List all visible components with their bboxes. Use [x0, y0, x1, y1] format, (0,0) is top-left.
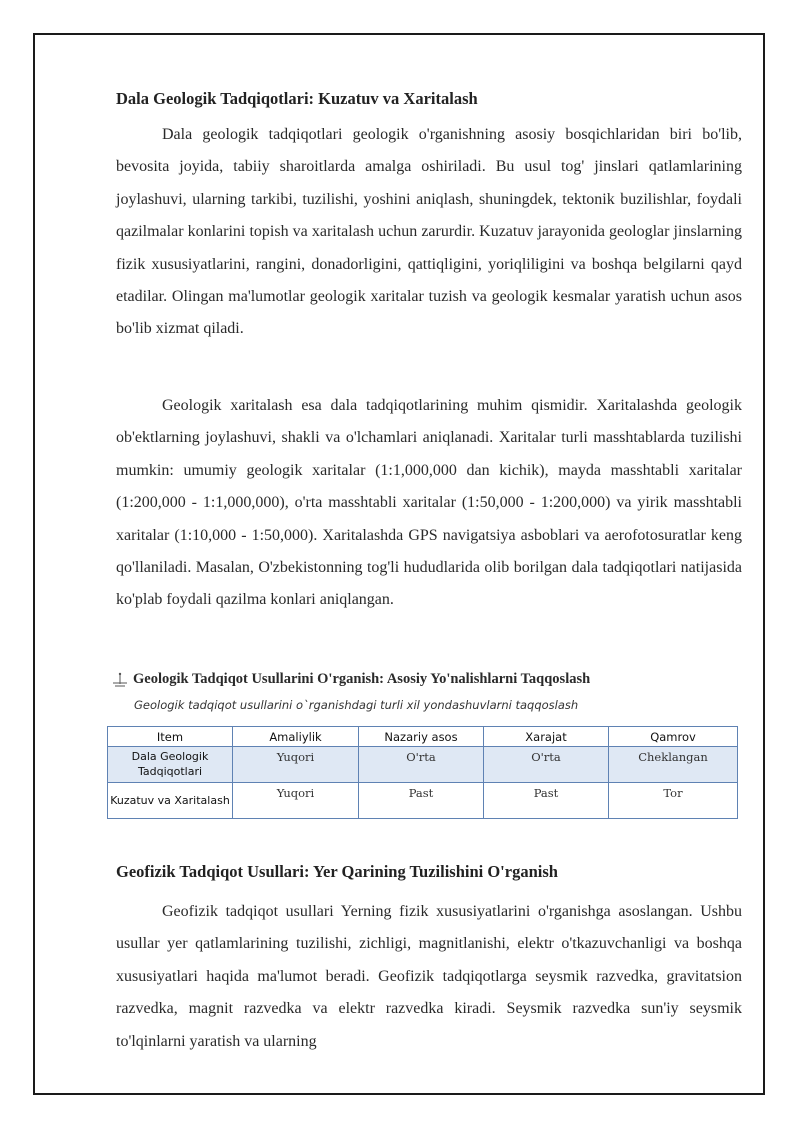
section1-paragraph-1: Dala geologik tadqiqotlari geologik o'rganishning asosiy bosqichlaridan biri bo'lib, bevosita joyida, tabiiy sharoitlarda amalga oshiriladi. Bu usul tog' jinslari qatlamlarining joylashuvi, ularning tarkibi, tuzilishi, yoshini aniqlash, shuningdek, tektonik buzilishlar, foydali qazilmalar konlarini topish va xaritalash uchun zarurdir. Kuzatuv jarayonida geologlar jinslarning fizik xususiyatlarini, rangini, donadorligini, qattiqligini, yoriqliligini va boshqa belgilarni qayd etadilar. Olingan ma'lumotlar geologik xaritalar tuzish va geologik kesmalar yaratish uchun asos bo'lib xizmat qiladi.	[116, 126, 742, 338]
table-subtitle: Geologik tadqiqot usullarini o`rganishdagi turli xil yondashuvlarni taqqoslash	[134, 698, 579, 712]
section2-paragraph-1: Geofizik tadqiqot usullari Yerning fizik xususiyatlarini o'rganishga asoslangan. Ushbu usullar yer qatlamlarining tuzilishi, zichligi, magnitlanishi, elektr o'tkazuvchanligi va boshqa xususiyatlari haqida ma'lumot beradi. Geofizik tadqiqotlarga seysmik razvedka, gravitatsion razvedka, magnit razvedka va elektr razvedka kiradi. Seysmik razvedka sun'iy seysmik to'lqinlarni yaratish va ularning	[116, 903, 742, 1050]
table-cell: Cheklangan	[609, 747, 738, 783]
table-cell: Yuqori	[233, 783, 359, 819]
comparison-table	[107, 726, 738, 819]
header-cell: Item	[108, 727, 233, 747]
row-label: Kuzatuv va Xaritalash	[108, 783, 233, 819]
header-cell: Qamrov	[609, 727, 738, 747]
table-cell: Past	[359, 783, 484, 819]
table-cell: Yuqori	[233, 747, 359, 783]
table-title	[111, 671, 590, 688]
section1-heading: Dala Geologik Tadqiqotlari: Kuzatuv va Xaritalash	[116, 89, 478, 108]
header-cell: Xarajat	[484, 727, 609, 747]
table-header-row	[108, 727, 738, 747]
header-cell: Amaliylik	[233, 727, 359, 747]
table-cell: O'rta	[359, 747, 484, 783]
header-cell: Nazariy asos	[359, 727, 484, 747]
balance-scale-icon	[111, 672, 129, 688]
table-title-text: Geologik Tadqiqot Usullarini O'rganish: Asosiy Yo'nalishlarni Taqqoslash	[133, 671, 591, 687]
section1-paragraph-2: Geologik xaritalash esa dala tadqiqotlarining muhim qismidir. Xaritalashda geologik ob'ektlarning joylashuvi, shakli va o'lchamlari aniqlanadi. Xaritalar turli masshtablarda tuzilishi mumkin: umumiy geologik xaritalar (1:1,000,000 dan kichik), mayda masshtabli xaritalar (1:200,000 - 1:1,000,000), o'rta masshtabli xaritalar (1:50,000 - 1:200,000) va yirik masshtabli xaritalar (1:10,000 - 1:50,000). Xaritalashda GPS navigatsiya asboblari va aerofotosuratlar keng qo'llaniladi. Masalan, O'zbekistonning tog'li hududlarida olib borilgan dala tadqiqotlari natijasida ko'plab foydali qazilma konlari aniqlangan.	[116, 397, 742, 609]
table-cell: Past	[484, 783, 609, 819]
section2-heading: Geofizik Tadqiqot Usullari: Yer Qarining Tuzilishini O'rganish	[116, 862, 558, 881]
table-row	[108, 783, 738, 819]
table-row	[108, 747, 738, 783]
row-label: Dala Geologik Tadqiqotlari	[108, 747, 233, 783]
table-cell: O'rta	[484, 747, 609, 783]
table-cell: Tor	[609, 783, 738, 819]
